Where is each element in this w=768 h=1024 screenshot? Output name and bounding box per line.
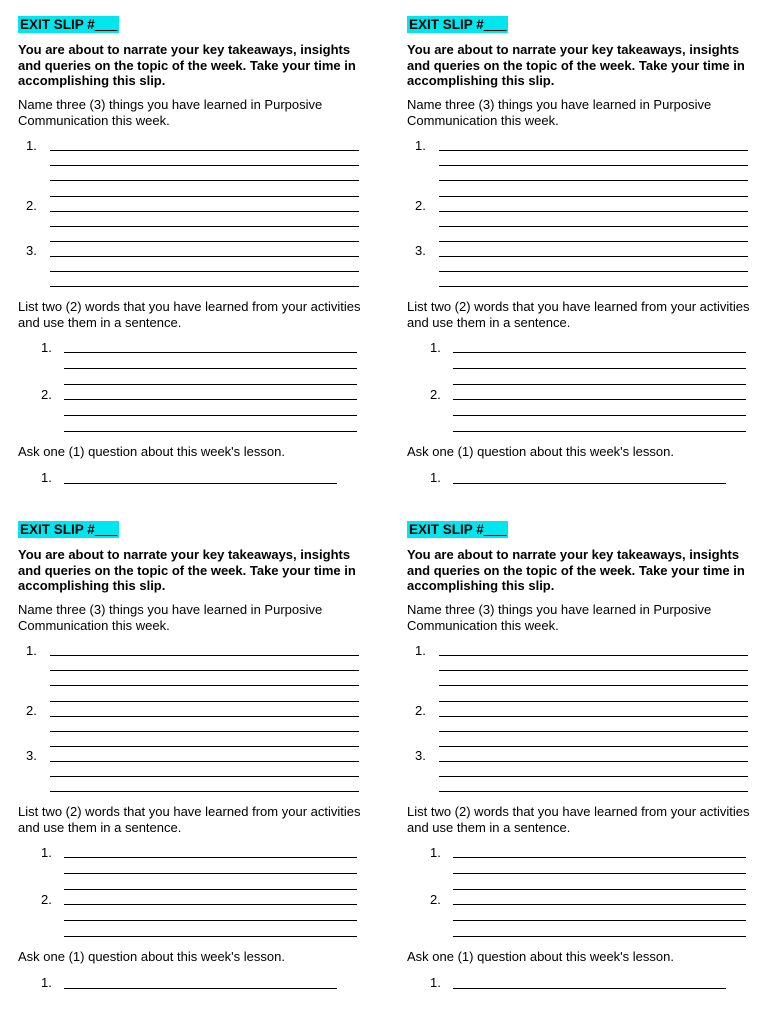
answer-line[interactable] <box>439 256 748 257</box>
answer-line[interactable] <box>439 776 748 777</box>
slip-instructions: You are about to narrate your key takeaways, insights and queries on the topic of the week. Take your time in accomplishing this slip. <box>18 42 356 88</box>
answer-line[interactable] <box>439 241 748 242</box>
exit-slip <box>18 16 363 516</box>
item-number: 1. <box>41 845 52 860</box>
answer-line[interactable] <box>453 857 746 858</box>
words-learned-prompt: List two (2) words that you have learned from your activities and use them in a sentence. <box>18 804 361 835</box>
words-learned-prompt: List two (2) words that you have learned from your activities and use them in a sentence. <box>407 804 750 835</box>
slip-title <box>407 521 508 538</box>
answer-line[interactable] <box>50 150 359 151</box>
answer-line[interactable] <box>50 211 359 212</box>
answer-line[interactable] <box>439 211 748 212</box>
item-number: 3. <box>26 748 37 763</box>
answer-line[interactable] <box>439 701 748 702</box>
item-number: 2. <box>430 892 441 907</box>
words-learned-prompt: List two (2) words that you have learned from your activities and use them in a sentence. <box>407 299 750 330</box>
slip-title <box>18 521 119 538</box>
item-number: 1. <box>26 643 37 658</box>
learned-things-prompt: Name three (3) things you have learned in Purposive Communication this week. <box>407 97 712 128</box>
answer-line[interactable] <box>453 483 726 484</box>
item-number: 2. <box>26 198 37 213</box>
answer-line[interactable] <box>439 685 748 686</box>
learned-things-prompt: Name three (3) things you have learned in Purposive Communication this week. <box>407 602 712 633</box>
learned-things-prompt: Name three (3) things you have learned in Purposive Communication this week. <box>18 602 323 633</box>
answer-line[interactable] <box>439 271 748 272</box>
answer-line[interactable] <box>453 352 746 353</box>
slip-number-blank[interactable]: ___ <box>94 522 118 537</box>
answer-line[interactable] <box>64 431 357 432</box>
item-number: 2. <box>415 703 426 718</box>
learned-things-prompt: Name three (3) things you have learned in Purposive Communication this week. <box>18 97 323 128</box>
answer-line[interactable] <box>453 384 746 385</box>
answer-line[interactable] <box>50 731 359 732</box>
answer-line[interactable] <box>439 761 748 762</box>
answer-line[interactable] <box>453 399 746 400</box>
item-number: 2. <box>41 892 52 907</box>
item-number: 1. <box>415 138 426 153</box>
answer-line[interactable] <box>64 988 337 989</box>
answer-line[interactable] <box>439 791 748 792</box>
answer-line[interactable] <box>50 701 359 702</box>
item-number: 1. <box>430 470 441 485</box>
answer-line[interactable] <box>439 670 748 671</box>
slip-number-blank[interactable]: ___ <box>94 17 118 32</box>
answer-line[interactable] <box>64 368 357 369</box>
answer-line[interactable] <box>453 904 746 905</box>
answer-line[interactable] <box>453 936 746 937</box>
answer-line[interactable] <box>439 731 748 732</box>
answer-line[interactable] <box>439 150 748 151</box>
question-prompt: Ask one (1) question about this week's lesson. <box>18 444 285 459</box>
answer-line[interactable] <box>64 936 357 937</box>
answer-line[interactable] <box>453 368 746 369</box>
answer-line[interactable] <box>50 791 359 792</box>
answer-line[interactable] <box>64 920 357 921</box>
answer-line[interactable] <box>50 271 359 272</box>
answer-line[interactable] <box>64 483 337 484</box>
item-number: 3. <box>415 748 426 763</box>
exit-slip <box>407 521 752 1021</box>
slip-instructions: You are about to narrate your key takeaways, insights and queries on the topic of the week. Take your time in accomplishing this slip. <box>407 547 745 593</box>
slip-instructions: You are about to narrate your key takeaways, insights and queries on the topic of the week. Take your time in accomplishing this slip. <box>18 547 356 593</box>
item-number: 1. <box>26 138 37 153</box>
exit-slip <box>407 16 752 516</box>
answer-line[interactable] <box>50 761 359 762</box>
slip-title <box>18 16 119 33</box>
slip-title-text: EXIT SLIP # <box>20 522 95 537</box>
answer-line[interactable] <box>64 415 357 416</box>
answer-line[interactable] <box>439 226 748 227</box>
question-prompt: Ask one (1) question about this week's lesson. <box>407 444 674 459</box>
item-number: 2. <box>26 703 37 718</box>
answer-line[interactable] <box>50 670 359 671</box>
answer-line[interactable] <box>453 415 746 416</box>
answer-line[interactable] <box>64 904 357 905</box>
answer-line[interactable] <box>64 889 357 890</box>
item-number: 2. <box>415 198 426 213</box>
item-number: 2. <box>430 387 441 402</box>
answer-line[interactable] <box>64 857 357 858</box>
slip-title <box>407 16 508 33</box>
item-number: 1. <box>41 470 52 485</box>
answer-line[interactable] <box>50 655 359 656</box>
exit-slip <box>18 521 363 1021</box>
answer-line[interactable] <box>50 196 359 197</box>
answer-line[interactable] <box>50 716 359 717</box>
answer-line[interactable] <box>439 180 748 181</box>
answer-line[interactable] <box>453 889 746 890</box>
answer-line[interactable] <box>453 988 726 989</box>
slip-title-text: EXIT SLIP # <box>409 17 484 32</box>
item-number: 3. <box>415 243 426 258</box>
answer-line[interactable] <box>64 873 357 874</box>
answer-line[interactable] <box>64 399 357 400</box>
item-number: 1. <box>415 643 426 658</box>
answer-line[interactable] <box>50 165 359 166</box>
slip-number-blank[interactable]: ___ <box>483 522 507 537</box>
answer-line[interactable] <box>50 256 359 257</box>
answer-line[interactable] <box>439 746 748 747</box>
words-learned-prompt: List two (2) words that you have learned from your activities and use them in a sentence. <box>18 299 361 330</box>
slip-instructions: You are about to narrate your key takeaways, insights and queries on the topic of the week. Take your time in accomplishing this slip. <box>407 42 745 88</box>
answer-line[interactable] <box>453 920 746 921</box>
answer-line[interactable] <box>64 352 357 353</box>
slip-number-blank[interactable]: ___ <box>483 17 507 32</box>
answer-line[interactable] <box>50 685 359 686</box>
answer-line[interactable] <box>439 286 748 287</box>
item-number: 1. <box>430 340 441 355</box>
question-prompt: Ask one (1) question about this week's lesson. <box>407 949 674 964</box>
answer-line[interactable] <box>439 165 748 166</box>
answer-line[interactable] <box>50 776 359 777</box>
answer-line[interactable] <box>64 384 357 385</box>
answer-line[interactable] <box>50 241 359 242</box>
answer-line[interactable] <box>50 746 359 747</box>
answer-line[interactable] <box>453 873 746 874</box>
answer-line[interactable] <box>50 226 359 227</box>
answer-line[interactable] <box>453 431 746 432</box>
answer-line[interactable] <box>439 716 748 717</box>
slip-title-text: EXIT SLIP # <box>20 17 95 32</box>
question-prompt: Ask one (1) question about this week's lesson. <box>18 949 285 964</box>
item-number: 3. <box>26 243 37 258</box>
item-number: 1. <box>41 975 52 990</box>
answer-line[interactable] <box>50 286 359 287</box>
item-number: 1. <box>430 975 441 990</box>
answer-line[interactable] <box>439 196 748 197</box>
slip-title-text: EXIT SLIP # <box>409 522 484 537</box>
item-number: 2. <box>41 387 52 402</box>
item-number: 1. <box>41 340 52 355</box>
answer-line[interactable] <box>439 655 748 656</box>
answer-line[interactable] <box>50 180 359 181</box>
item-number: 1. <box>430 845 441 860</box>
